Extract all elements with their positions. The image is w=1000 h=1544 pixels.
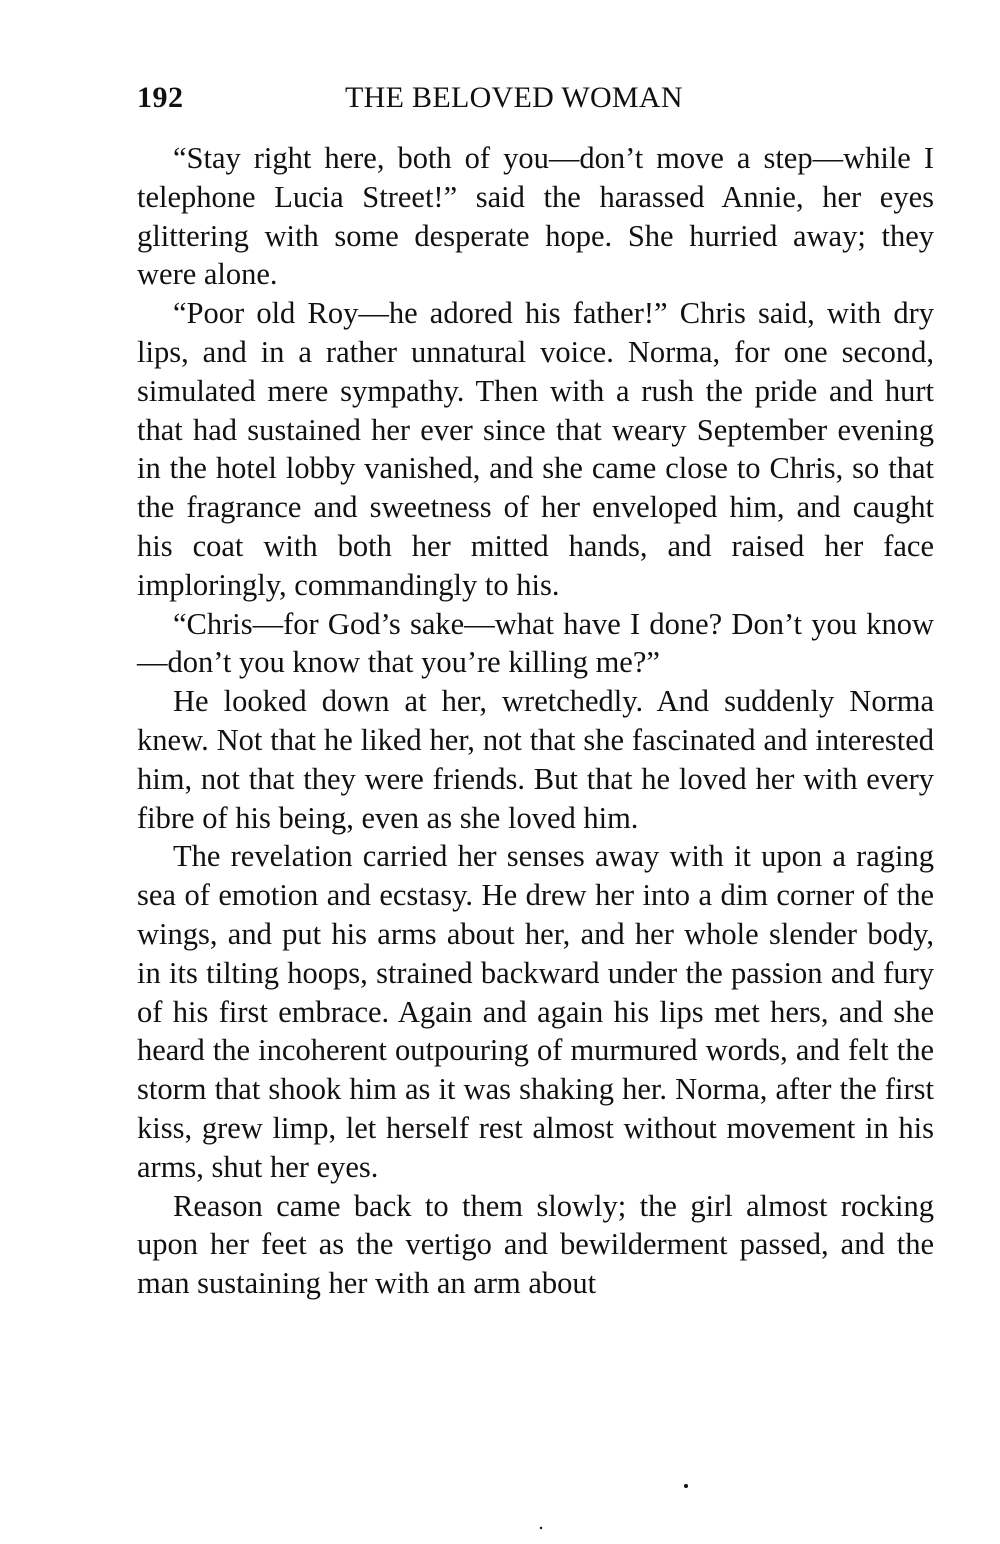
book-title: THE BELOVED WOMAN (345, 81, 683, 114)
page-number: 192 (137, 81, 184, 114)
paragraph: “Poor old Roy—he adored his father!” Chris said, with dry lips, and in a rather unnatural voice. Norma, for one second, simulated mere sympathy. Then with a rush the pride and hurt that had sustained her ever since that weary September evening in the hotel lobby vanished, and she came close to Chris, so that the fragrance and sweetness of her enveloped him, and caught his coat with both her mitted hands, and raised her face imploringly, commandingly to his. (137, 296, 934, 602)
paragraph: He looked down at her, wretchedly. And suddenly Norma knew. Not that he liked her, not that she fascinated and interested him, not that they were friends. But that he loved her with every fibre of his being, even as she loved him. (137, 684, 934, 835)
book-page (137, 78, 934, 1303)
paragraph: Reason came back to them slowly; the girl almost rocking upon her feet as the vertigo and bewilderment passed, and the man sustaining her with an arm about (137, 1188, 934, 1301)
ink-speck (540, 1527, 542, 1529)
paragraph: “Stay right here, both of you—don’t move a step—while I telephone Lucia Street!” said the harassed Annie, her eyes glittering with some desperate hope. She hurried away; they were alone. (137, 141, 934, 292)
paragraph: “Chris—for God’s sake—what have I done? Don’t you know—don’t you know that you’re killing me?” (137, 606, 934, 680)
body-text (137, 139, 934, 1303)
ink-speck (684, 1484, 688, 1488)
paragraph: The revelation carried her senses away with it upon a raging sea of emotion and ecstasy. He drew her into a dim corner of the wings, and put his arms about her, and her whole slender body, in its tilting hoops, strained backward under the passion and fury of his first embrace. Again and again his lips met hers, and she heard the incoherent outpouring of murmured words, and felt the storm that shook him as it was shaking her. Norma, after the first kiss, grew limp, let herself rest almost without movement in his arms, shut her eyes. (137, 839, 934, 1184)
running-head (137, 78, 934, 118)
